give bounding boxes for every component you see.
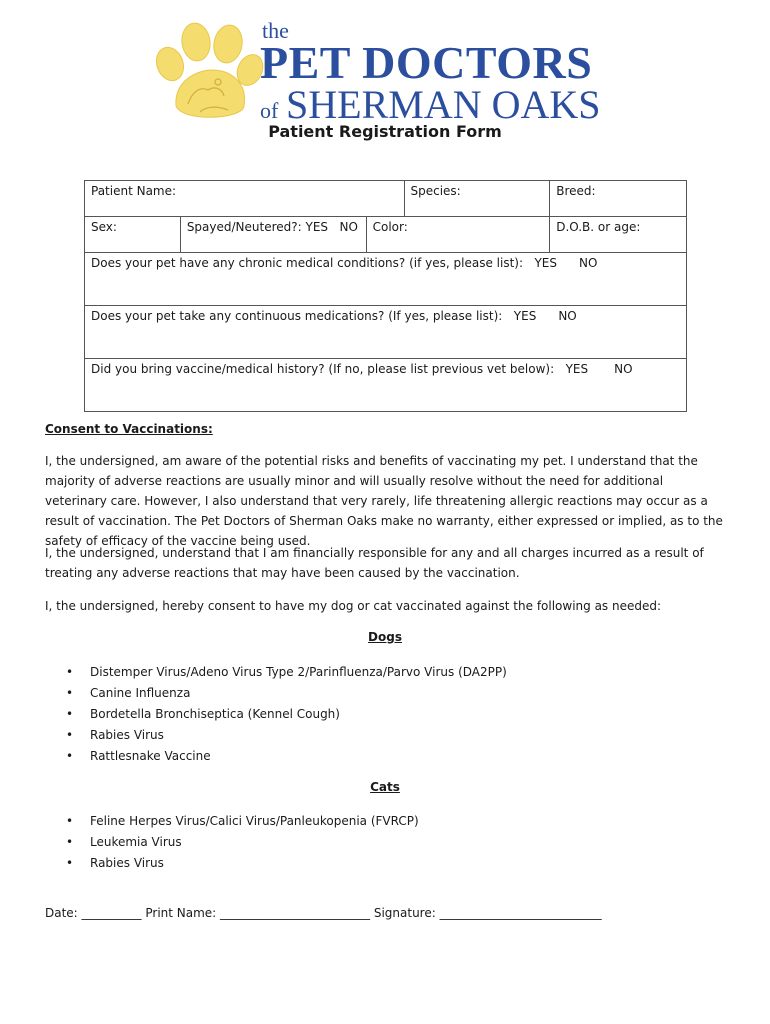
no-option[interactable]: NO	[578, 256, 598, 270]
list-item	[66, 811, 419, 832]
question-text: Did you bring vaccine/medical history? (If no, please list previous vet below):	[91, 362, 555, 376]
breed-field[interactable]	[550, 181, 687, 217]
list-item	[66, 725, 507, 746]
dob-field[interactable]	[550, 217, 687, 253]
vaccine-history-field[interactable]	[85, 359, 687, 412]
consent-paragraph-3: I, the undersigned, hereby consent to have my dog or cat vaccinated against the following as needed:	[45, 599, 662, 613]
bullet-icon: •	[66, 835, 74, 849]
dogs-heading: Dogs	[368, 630, 402, 644]
bullet-icon: •	[66, 707, 74, 721]
vaccine-name: Leukemia Virus	[90, 835, 182, 849]
chronic-conditions-field[interactable]	[85, 253, 687, 306]
cats-vaccine-list	[66, 811, 419, 874]
bullet-icon: •	[66, 814, 74, 828]
table-row	[85, 217, 687, 253]
continuous-medications-field[interactable]	[85, 306, 687, 359]
paw-logo-icon	[148, 20, 268, 124]
vaccine-name: Distemper Virus/Adeno Virus Type 2/Parinfluenza/Parvo Virus (DA2PP)	[90, 665, 507, 679]
vaccine-name: Bordetella Bronchiseptica (Kennel Cough)	[90, 707, 340, 721]
list-item	[66, 832, 419, 853]
yes-option[interactable]: YES	[565, 362, 589, 376]
logo-of-text: of	[260, 98, 279, 123]
patient-name-label: Patient Name:	[91, 184, 177, 198]
table-row	[85, 359, 687, 412]
list-item	[66, 853, 419, 874]
consent-paragraph-2: I, the undersigned, understand that I am financially responsible for any and all charges incurred as a result of treating any adverse reactions that may have been caused by the vaccination.	[45, 546, 704, 580]
consent-heading: Consent to Vaccinations:	[45, 422, 213, 436]
cats-heading: Cats	[370, 780, 400, 794]
spayed-label: Spayed/Neutered?:	[186, 220, 302, 234]
spayed-yes-option[interactable]: YES	[305, 220, 329, 234]
vaccine-name: Rabies Virus	[90, 856, 164, 870]
no-option[interactable]: NO	[558, 309, 577, 323]
table-row	[85, 253, 687, 306]
logo-main-text: PET DOCTORS	[260, 37, 593, 88]
list-item	[66, 746, 507, 767]
patient-name-field[interactable]	[85, 181, 405, 217]
bullet-icon: •	[66, 728, 74, 742]
yes-option[interactable]: YES	[534, 256, 557, 270]
color-label: Color:	[372, 220, 408, 234]
sex-label: Sex:	[91, 220, 117, 234]
list-item	[66, 704, 507, 725]
bullet-icon: •	[66, 686, 74, 700]
species-label: Species:	[410, 184, 461, 198]
table-row	[85, 306, 687, 359]
dogs-vaccine-list	[66, 662, 507, 767]
bullet-icon: •	[66, 665, 74, 679]
consent-paragraph-1: I, the undersigned, am aware of the potential risks and benefits of vaccinating my pet. I understand that the majority of adverse reactions are usually minor and will usually resolve without the need for additional veterinary care. However, I also understand that very rarely, life threatening allergic reactions may occur as a result of vaccination. The Pet Doctors of Sherman Oaks make no warranty, either expressed or implied, as to the safety of efficacy of the vaccine being used.	[45, 454, 723, 548]
vaccine-name: Rabies Virus	[90, 728, 164, 742]
form-title: Patient Registration Form	[268, 122, 502, 141]
question-text: Does your pet take any continuous medications? (If yes, please list):	[91, 309, 503, 323]
vaccine-name: Rattlesnake Vaccine	[90, 749, 211, 763]
bullet-icon: •	[66, 856, 74, 870]
spayed-no-option[interactable]: NO	[339, 220, 358, 234]
no-option[interactable]: NO	[614, 362, 633, 376]
vaccine-name: Feline Herpes Virus/Calici Virus/Panleukopenia (FVRCP)	[90, 814, 419, 828]
registration-table	[84, 180, 687, 412]
breed-label: Breed:	[556, 184, 596, 198]
spayed-field[interactable]	[180, 217, 366, 253]
list-item	[66, 662, 507, 683]
question-text: Does your pet have any chronic medical conditions? (if yes, please list):	[91, 256, 523, 270]
color-field[interactable]	[366, 217, 550, 253]
logo-the-text: the	[262, 18, 289, 43]
sex-field[interactable]	[85, 217, 181, 253]
table-row	[85, 181, 687, 217]
species-field[interactable]	[404, 181, 550, 217]
signature-line[interactable]: Date: __________ Print Name: _________________________ Signature: ___________________________	[45, 906, 602, 920]
dob-label: D.O.B. or age:	[556, 220, 641, 234]
list-item	[66, 683, 507, 704]
yes-option[interactable]: YES	[513, 309, 537, 323]
bullet-icon: •	[66, 749, 74, 763]
logo-sub-text: SHERMAN OAKS	[286, 82, 601, 127]
vaccine-name: Canine Influenza	[90, 686, 191, 700]
